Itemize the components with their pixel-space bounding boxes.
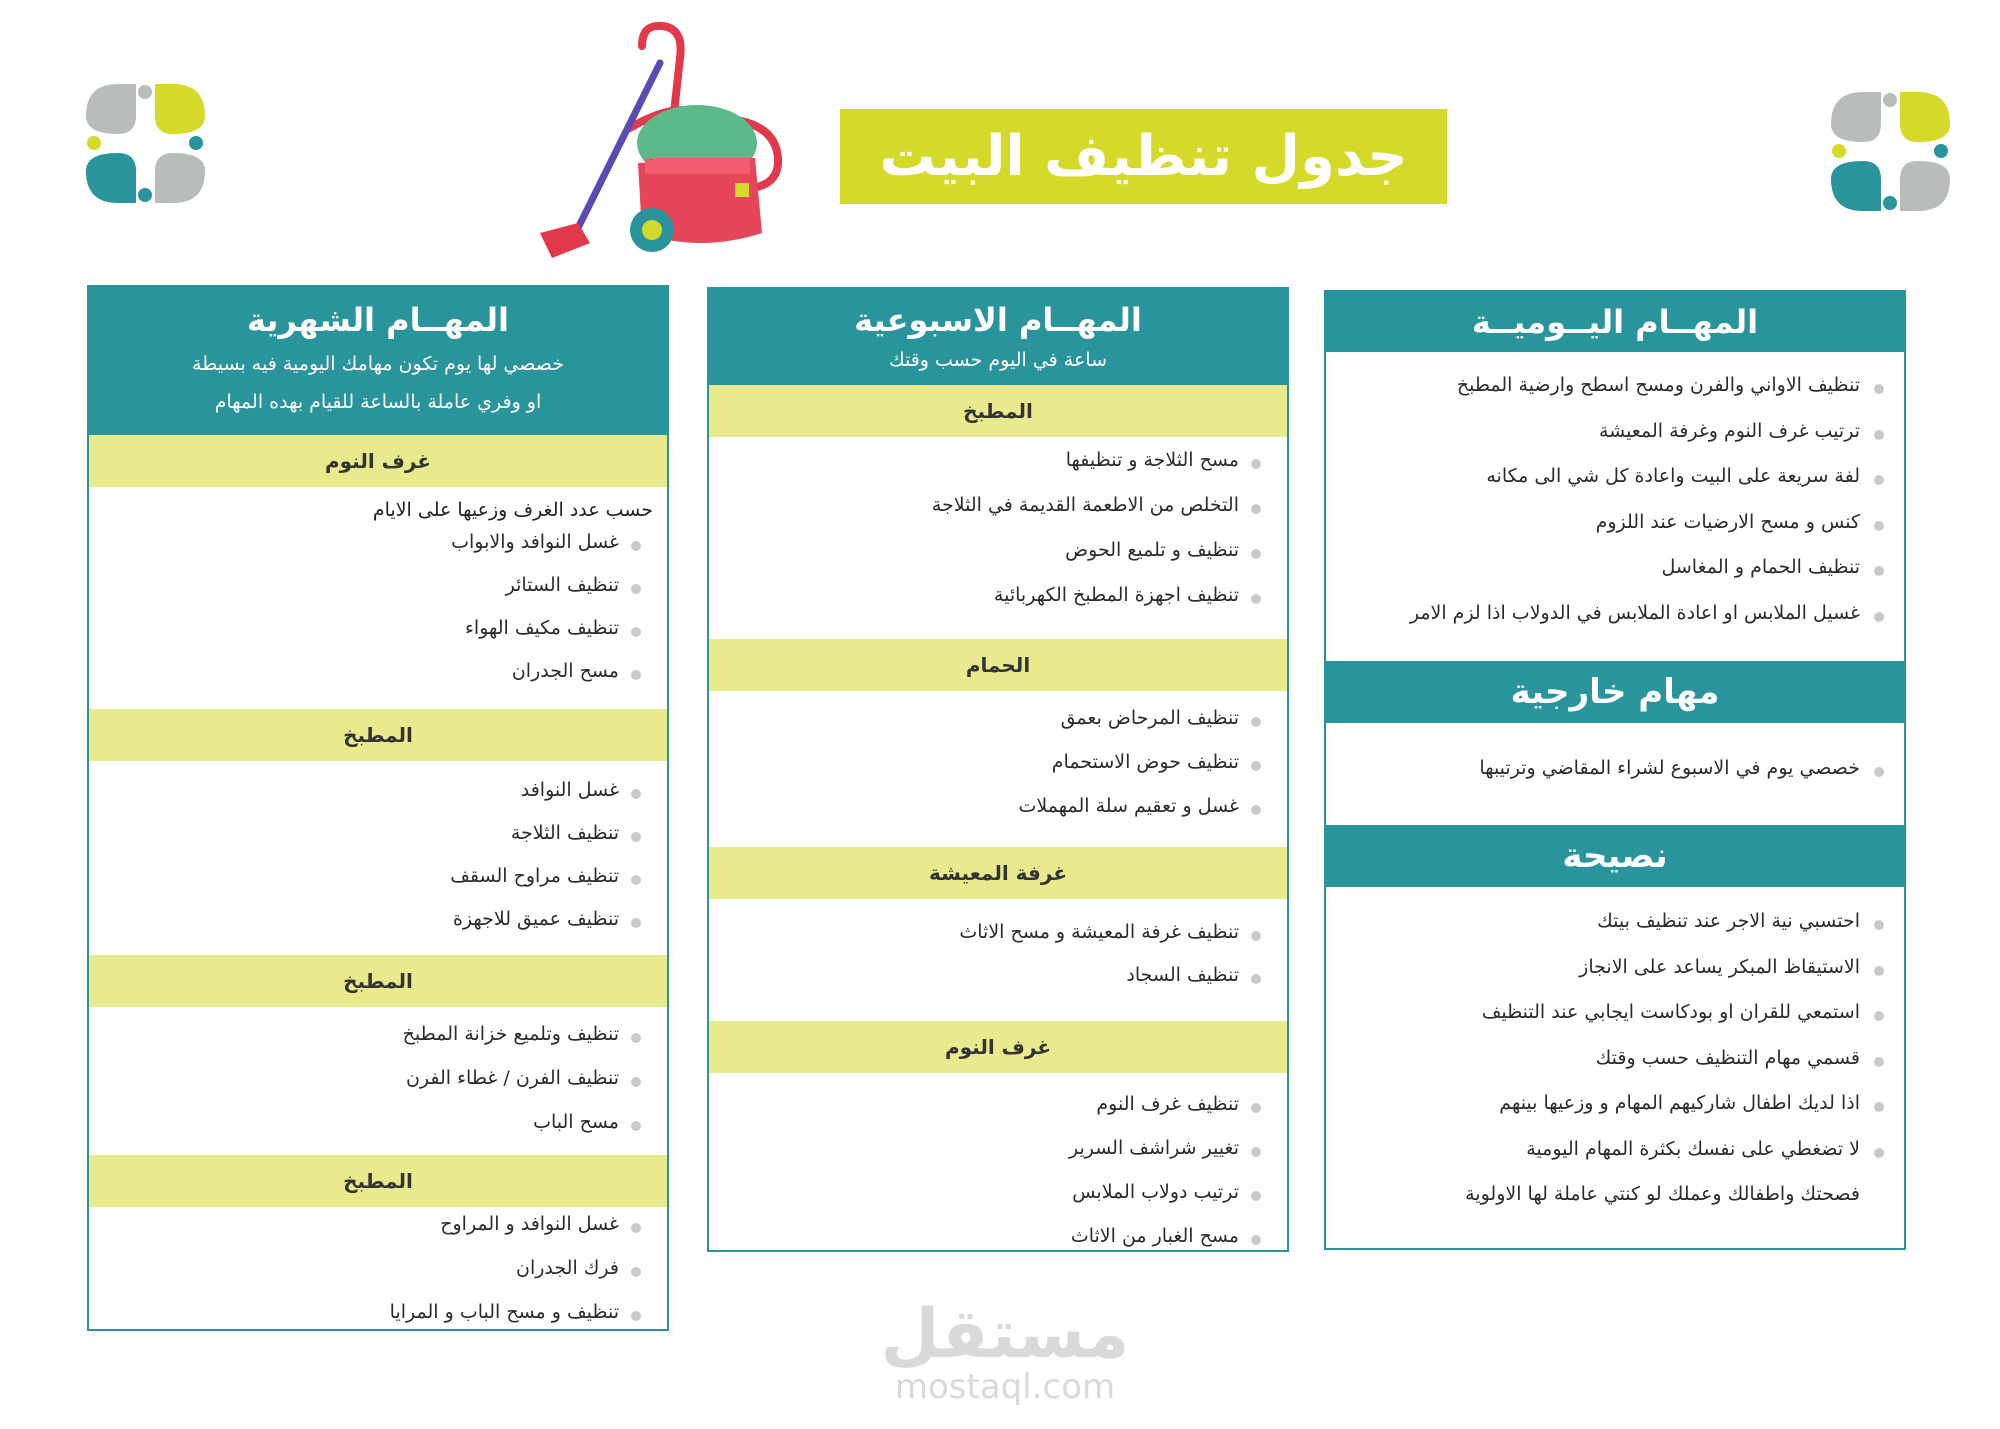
bullet-icon [1874, 1148, 1884, 1158]
bullet-icon [1251, 974, 1261, 984]
list-item [1326, 1183, 1904, 1229]
section-header: المطبخ [89, 955, 667, 1007]
list-item: ترتيب غرف النوم وغرفة المعيشة [1326, 420, 1904, 466]
monthly-header [89, 287, 667, 435]
bullet-icon [1874, 566, 1884, 576]
section-header: غرفة المعيشة [709, 847, 1287, 899]
list-item: تنظيف غرفة المعيشة و مسح الاثاث [709, 921, 1287, 964]
list-item: غسل النوافد والابواب [89, 531, 667, 574]
monthly-bedroom-list [89, 531, 667, 709]
list-item: تنظيف و تلميع الحوض [709, 539, 1287, 584]
bullet-icon [1874, 1102, 1884, 1112]
section-header: الحمام [709, 639, 1287, 691]
bullet-icon [1251, 594, 1261, 604]
flower-logo-icon [78, 76, 213, 211]
section-header: المطبخ [709, 385, 1287, 437]
bullet-icon [1874, 384, 1884, 394]
monthly-kitchen-list-3 [89, 1207, 667, 1345]
bullet-icon [1874, 767, 1884, 777]
list-item: لا تضغطي على نفسك بكثرة المهام اليومية [1326, 1138, 1904, 1184]
advice-heading: نصيحة [1562, 836, 1668, 876]
outside-list [1326, 757, 1904, 797]
list-item: احتسبي نية الاجر عند تنظيف بيتك [1326, 910, 1904, 956]
bullet-icon [631, 918, 641, 928]
list-item: تنظيف مكيف الهواء [89, 617, 667, 660]
daily-list [1326, 352, 1904, 647]
list-item: الاستيقاظ المبكر يساعد على الانجاز [1326, 956, 1904, 1002]
list-item: تنظيف غرف النوم [709, 1093, 1287, 1137]
list-item: تنظيف السجاد [709, 964, 1287, 1007]
bullet-icon [1874, 612, 1884, 622]
bullet-icon [1251, 549, 1261, 559]
bullet-icon [631, 1077, 641, 1087]
page-title: جدول تنظيف البيت [879, 124, 1408, 189]
bullet-icon [1251, 761, 1261, 771]
page-title-banner [840, 109, 1447, 204]
list-item: لفة سريعة على البيت واعادة كل شي الى مكانه [1326, 465, 1904, 511]
bullet-icon [1874, 1057, 1884, 1067]
bullet-icon [631, 584, 641, 594]
list-item: خصصي يوم في الاسبوع لشراء المقاضي وترتيبها [1326, 757, 1904, 797]
list-item: استمعي للقران او بودكاست ايجابي عند التنظيف [1326, 1001, 1904, 1047]
monthly-subtitle: او وفري عاملة بالساعة للقيام بهده المهام [214, 391, 542, 413]
watermark-latin: mostaql.com [894, 1367, 1116, 1407]
list-item: غسل النوافد [89, 779, 667, 822]
weekly-header [709, 289, 1287, 385]
bullet-icon [631, 789, 641, 799]
bullet-icon [631, 1311, 641, 1321]
list-item: فرك الجدران [89, 1257, 667, 1301]
advice-note: فصحتك واطفالك وعملك لو كنتي عاملة لها الاولوية [1465, 1183, 1860, 1205]
watermark-arabic: مستقل [880, 1295, 1130, 1374]
monthly-kitchen-list-1 [89, 761, 667, 955]
list-item: تغيير شراشف السرير [709, 1137, 1287, 1181]
weekly-bathroom-list [709, 691, 1287, 847]
list-item: تنظيف الثلاجة [89, 822, 667, 865]
bullet-icon [1251, 1191, 1261, 1201]
list-item: مسح الجدران [89, 660, 667, 703]
bullet-icon [1251, 805, 1261, 815]
advice-header [1326, 825, 1904, 887]
list-item: تنظيف المرحاض بعمق [709, 707, 1287, 751]
bullet-icon [1251, 1103, 1261, 1113]
weekly-kitchen-list [709, 437, 1287, 639]
bullet-icon [1251, 1147, 1261, 1157]
list-item: تنظيف الحمام و المغاسل [1326, 556, 1904, 602]
bullet-icon [1874, 521, 1884, 531]
bullet-icon [631, 1033, 641, 1043]
monthly-kitchen-list-2 [89, 1007, 667, 1155]
list-item: التخلص من الاطعمة القديمة في الثلاجة [709, 494, 1287, 539]
bullet-icon [1874, 430, 1884, 440]
watermark [875, 1295, 1135, 1407]
monthly-subtitle: خصصي لها يوم تكون مهامك اليومية فيه بسيطة [192, 353, 564, 375]
list-item: مسح الثلاجة و تنظيفها [709, 449, 1287, 494]
weekly-column [707, 287, 1289, 1252]
list-item: تنظيف حوض الاستحمام [709, 751, 1287, 795]
list-item: ترتيب دولاب الملابس [709, 1181, 1287, 1225]
daily-header [1326, 292, 1904, 352]
bullet-icon [631, 1121, 641, 1131]
section-header: المطبخ [89, 709, 667, 761]
bullet-icon [1251, 1235, 1261, 1245]
bullet-icon [631, 670, 641, 680]
bullet-icon [631, 875, 641, 885]
bullet-icon [631, 1267, 641, 1277]
bullet-icon [1251, 717, 1261, 727]
bullet-icon [1251, 459, 1261, 469]
bullet-icon [1874, 475, 1884, 485]
section-header: المطبخ [89, 1155, 667, 1207]
list-item: مسح الباب [89, 1111, 667, 1155]
weekly-subtitle: ساعة في اليوم حسب وقتك [888, 349, 1108, 371]
bullet-icon [631, 541, 641, 551]
weekly-living-list [709, 899, 1287, 1021]
monthly-column [87, 285, 669, 1331]
bullet-icon [1874, 1011, 1884, 1021]
list-item: غسل و تعقيم سلة المهملات [709, 795, 1287, 839]
bullet-icon [1251, 931, 1261, 941]
bullet-icon [1874, 920, 1884, 930]
monthly-note: حسب عدد الغرف وزعيها على الايام [372, 499, 653, 521]
list-item: اذا لديك اطفال شاركيهم المهام و وزعيها بينهم [1326, 1092, 1904, 1138]
list-item: مسح الغبار من الاثاث [709, 1225, 1287, 1269]
bullet-icon [1251, 504, 1261, 514]
list-item: غسل النوافد و المراوح [89, 1213, 667, 1257]
section-header: غرف النوم [89, 435, 667, 487]
list-item: كنس و مسح الارضيات عند اللزوم [1326, 511, 1904, 557]
list-item: تنظيف وتلميع خزانة المطبخ [89, 1023, 667, 1067]
section-header: غرف النوم [709, 1021, 1287, 1073]
weekly-heading: المهــام الاسبوعية [854, 301, 1142, 339]
list-item: تنظيف الفرن / غطاء الفرن [89, 1067, 667, 1111]
list-item: غسيل الملابس او اعادة الملابس في الدولاب اذا لزم الامر [1326, 602, 1904, 648]
list-item: تنظيف اجهزة المطبخ الكهربائية [709, 584, 1287, 629]
list-item: تنظيف و مسح الباب و المرايا [89, 1301, 667, 1345]
outside-heading: مهام خارجية [1510, 672, 1720, 712]
flower-logo-icon [1823, 84, 1958, 219]
bullet-icon [631, 1223, 641, 1233]
bullet-icon [631, 832, 641, 842]
list-item: تنظيف مراوح السقف [89, 865, 667, 908]
outside-header [1326, 661, 1904, 723]
bullet-icon [631, 627, 641, 637]
list-item: تنظيف عميق للاجهزة [89, 908, 667, 951]
list-item: تنظيف الستائر [89, 574, 667, 617]
daily-heading: المهــام اليــوميــة [1471, 303, 1759, 341]
bullet-icon [1874, 966, 1884, 976]
list-item: تنظيف الاواني والفرن ومسح اسطح وارضية المطبخ [1326, 374, 1904, 420]
monthly-heading: المهــام الشهرية [246, 301, 510, 339]
advice-list [1326, 910, 1904, 1229]
daily-column [1324, 290, 1906, 1250]
list-item: قسمي مهام التنظيف حسب وقتك [1326, 1047, 1904, 1093]
weekly-bedroom-list [709, 1073, 1287, 1269]
vacuum-cleaner-icon [530, 18, 790, 273]
